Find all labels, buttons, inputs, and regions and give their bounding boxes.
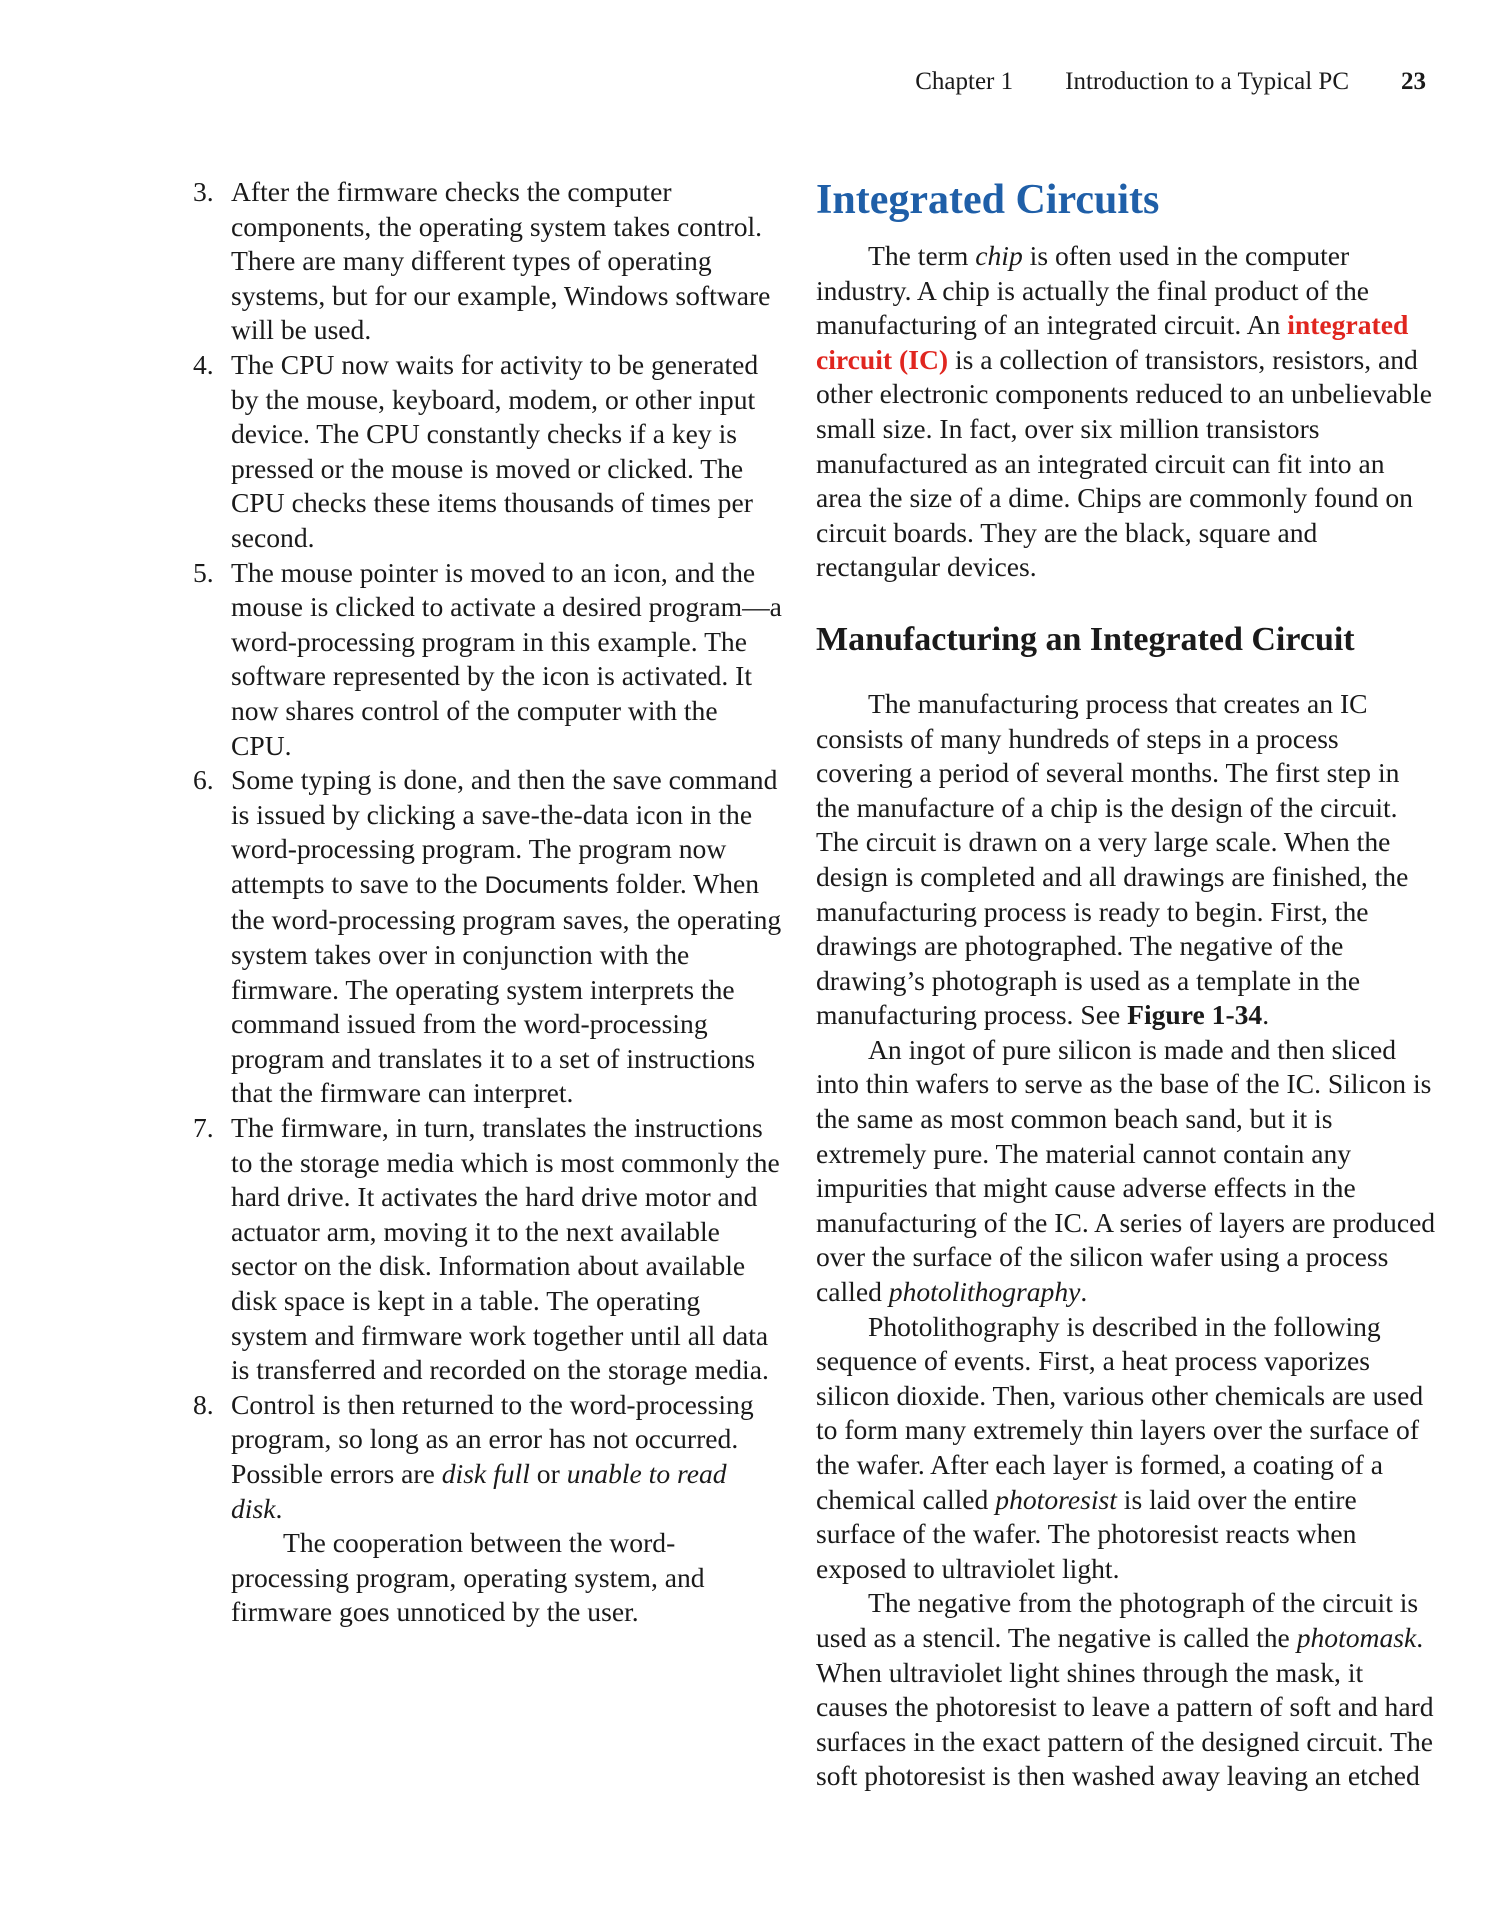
text-run: is laid over the entire surface of the wafer. The photoresist reacts when exposed to ultraviolet light. <box>816 1483 1357 1584</box>
emphasis: photolithography <box>888 1276 1081 1308</box>
list-item <box>193 348 783 556</box>
emphasis: photoresist <box>995 1483 1117 1515</box>
text-run: . <box>1262 999 1270 1031</box>
paragraph <box>816 239 1436 585</box>
step-text: The firmware, in turn, translates the instructions to the storage media which is most commonly the hard drive. It activates the hard drive motor and actuator arm, moving it to the next available sector on the disk. Information about available disk space is kept in a table. The operating system and firmware work together until all data is transferred and recorded on the storage media. <box>231 1112 780 1386</box>
text-run: . When ultraviolet light shines through the mask, it causes the photoresist to leave a pattern of soft and hard surfaces in the exact pattern of the designed circuit. The soft photoresist is then washed away leaving an etched <box>816 1621 1434 1792</box>
step-text <box>231 1388 783 1526</box>
closing-paragraph: The cooperation between the word-processing program, operating system, and firmware goes unnoticed by the user. <box>231 1527 705 1628</box>
chapter-label: Chapter 1 <box>915 68 1014 95</box>
emphasis: unable to read disk <box>231 1457 727 1524</box>
text-run: or <box>529 1457 567 1489</box>
running-head <box>915 68 1426 96</box>
text-run: The manufacturing process that creates an IC consists of many hundreds of steps in a process covering a period of several months. The first step in the manufacture of a chip is the design of the circuit. The circuit is drawn on a very large scale. When the design is completed and all drawings are finished, the manufacturing process is ready to begin. First, the drawings are photographed. The negative of the drawing’s photograph is used as a template in the manufacturing process. See <box>816 687 1409 1031</box>
step-number: 6. <box>193 764 214 796</box>
list-item <box>193 1111 783 1388</box>
paragraph <box>816 687 1436 1033</box>
text-run: is a collection of transistors, resistors, and other electronic components reduced to an unbelievable small size. In fact, over six million transistors manufactured as an integrated circuit can fit into an area the size of a dime. Chips are commonly found on circuit boards. They are the black, square and rectangular devices. <box>816 343 1433 583</box>
text-run: . <box>1080 1276 1088 1308</box>
list-item <box>193 763 783 1111</box>
left-column <box>193 175 783 1630</box>
chapter-title: Introduction to a Typical PC <box>1065 68 1349 95</box>
list-item <box>193 556 783 764</box>
paragraph <box>816 1033 1436 1310</box>
emphasis: disk full <box>441 1457 530 1489</box>
emphasis: photomask <box>1296 1621 1417 1653</box>
step-number: 8. <box>193 1388 214 1420</box>
step-text: The mouse pointer is moved to an icon, and the mouse is clicked to activate a desired program—a word-processing program in this example. The software represented by the icon is activated. It now shares control of the computer with the CPU. <box>231 556 782 761</box>
list-item <box>193 1388 783 1526</box>
text-run: The negative from the photograph of the circuit is used as a stencil. The negative is called the <box>816 1587 1419 1653</box>
text-run: . <box>275 1492 283 1524</box>
text-run: Photolithography is described in the following sequence of events. First, a heat process vaporizes silicon dioxide. Then, various other chemicals are used to form many extremely thin layers over the surface of the wafer. After each layer is formed, a coating of a chemical called <box>816 1310 1424 1515</box>
text-run: Some typing is done, and then the save command is issued by clicking a save-the-data icon in the word-processing program. The program now attempts to save to the <box>231 764 778 899</box>
list-item <box>193 175 783 348</box>
figure-reference[interactable]: Figure 1-34 <box>1127 999 1263 1031</box>
emphasis: chip <box>975 240 1023 271</box>
section-heading: Integrated Circuits <box>816 177 1160 223</box>
text-run: is often used in the computer industry. A chip is actually the final product of the manufacturing of an integrated circuit. An <box>816 240 1370 341</box>
step-number: 3. <box>193 176 214 207</box>
text-run: An ingot of pure silicon is made and then sliced into thin wafers to serve as the base of the IC. Silicon is the same as most common beach sand, but it is extremely pure. The material cannot contain any impurities that might cause adverse effects in the manufacturing of the IC. A series of layers are produced over the surface of the silicon wafer using a process called <box>816 1033 1436 1308</box>
step-number: 7. <box>193 1112 214 1144</box>
page-number: 23 <box>1401 68 1426 95</box>
step-text: After the firmware checks the computer components, the operating system takes control. There are many different types of operating systems, but for our example, Windows software will be used. <box>231 176 771 346</box>
step-text <box>231 763 783 1111</box>
step-number: 5. <box>193 556 214 588</box>
right-column <box>816 175 1436 1794</box>
subsection-heading: Manufacturing an Integrated Circuit <box>816 620 1355 658</box>
text-run: Control is then returned to the word-processing program, so long as an error has not occurred. Possible errors are <box>231 1388 754 1489</box>
paragraph <box>816 1586 1436 1794</box>
step-number: 4. <box>193 348 214 380</box>
key-term: integrated circuit (IC) <box>816 309 1409 375</box>
steps-list <box>193 175 783 1526</box>
text-run: The term <box>868 240 976 271</box>
folder-name: Documents <box>484 871 609 899</box>
step-text: The CPU now waits for activity to be generated by the mouse, keyboard, modem, or other input device. The CPU constantly checks if a key is pressed or the mouse is moved or clicked. The CPU checks these items thousands of times per second. <box>231 348 759 553</box>
text-run: folder. When the word-processing program saves, the operating system takes over in conjunction with the firmware. The operating system interprets the command issued from the word-processing program and translates it to a set of instructions that the firmware can interpret. <box>231 867 782 1109</box>
paragraph <box>816 1310 1436 1587</box>
